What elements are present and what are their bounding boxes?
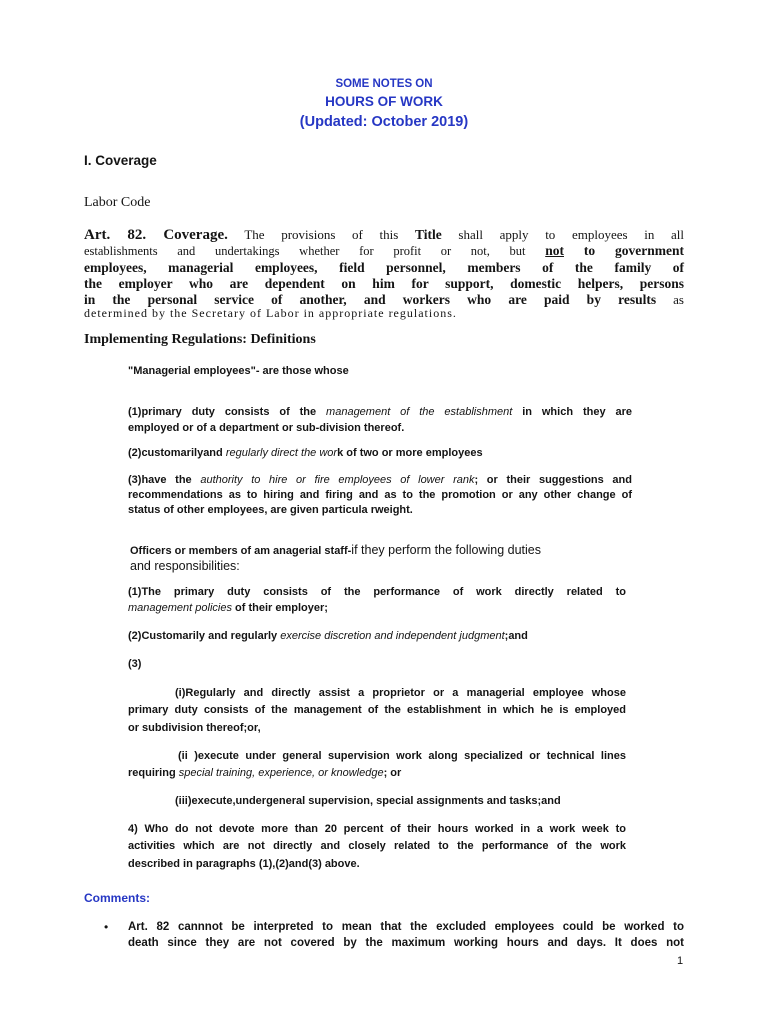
definition-line [128, 720, 261, 736]
definition-line [128, 600, 328, 616]
definition-line [128, 628, 528, 644]
art82-line [84, 242, 684, 260]
text-segment: (1)primary duty consists of the [128, 406, 327, 418]
definition-line [175, 685, 626, 701]
underlined-term: not [545, 243, 564, 258]
text-segment: k of two or more employees [337, 447, 483, 459]
text-segment: (ii )execute under general supervision work along specialized or technical lines [178, 750, 626, 762]
definition-line [175, 793, 561, 809]
text-segment: (3) [128, 658, 142, 670]
text-segment: recommendations as to hiring and firing and as to the promotion or any other change of [128, 489, 632, 501]
text-segment: The provisions of this [227, 227, 415, 242]
text-segment: (2)Customarily and regularly [128, 630, 281, 642]
officers-intro [130, 542, 541, 559]
text-segment: shall apply to employees in all [441, 227, 685, 242]
text-segment: if they perform the following duties [351, 543, 541, 557]
definition-line [128, 821, 626, 837]
text-segment: in which they are [512, 406, 632, 418]
text-segment: (i)Regularly and directly assist a proprietor or a managerial employee whose [175, 687, 626, 699]
italic-segment: exercise discretion and independent judgment [280, 630, 505, 642]
labor-code-heading: Labor Code [84, 195, 151, 210]
bold-segment: employees, managerial employees, field personnel, members of the family of [84, 260, 684, 275]
bold-segment: in the personal service of another, and workers who are paid by results [84, 292, 657, 307]
text-segment: ; or [383, 767, 402, 779]
definition-line [128, 472, 632, 488]
text-segment: (iii)execute,undergeneral supervision, special assignments and tasks;and [175, 795, 561, 807]
bullet-icon: • [104, 920, 109, 934]
italic-segment: authority to hire or fire employees of lower rank [200, 474, 475, 486]
italic-segment: special training, experience, or knowledge [178, 767, 384, 779]
bold-segment: the employer who are dependent on him for support, domestic helpers, persons [84, 276, 684, 291]
definition-line [128, 420, 404, 436]
officers-intro [130, 558, 240, 574]
text-segment: 4) Who do not devote more than 20 percent of their hours worked in a work week to [128, 823, 626, 835]
definition-line [128, 445, 483, 461]
article-label: Art. 82. Coverage. [84, 227, 228, 243]
text-segment: employed or of a department or sub-division thereof. [128, 422, 405, 434]
text-segment: (1)The primary duty consists of the performance of work directly related to [128, 586, 626, 598]
text-segment: determined by the Secretary of Labor in appropriate regulations. [84, 306, 457, 320]
header-notes-label: SOME NOTES ON [335, 78, 433, 90]
definition-line [128, 502, 413, 518]
text-segment: (3)have the [128, 474, 201, 486]
section-heading: I. Coverage [84, 153, 157, 168]
text-segment: of their employer; [231, 602, 328, 614]
text-segment: (2)customarilyand [128, 447, 226, 459]
managerial-intro: "Managerial employees"- are those whose [128, 365, 349, 377]
regulations-heading: Implementing Regulations: Definitions [84, 332, 316, 347]
comment-line: Art. 82 cannnot be interpreted to mean that the excluded employees could be worked to [128, 921, 684, 933]
page-number: 1 [677, 955, 684, 967]
text-segment: primary duty consists of the management of the establishment in which he is employed [128, 704, 626, 716]
definition-line [128, 404, 632, 420]
text-segment: activities which are not directly and closely related to the performance of the work [128, 840, 626, 852]
text-segment: ;and [504, 630, 528, 642]
definition-line [178, 748, 626, 764]
italic-segment: regularly direct the wor [225, 447, 338, 459]
text-segment: Officers or members of am anagerial staff- [130, 545, 352, 557]
definition-line [128, 838, 626, 854]
bold-term: Title [415, 227, 442, 242]
comment-line: death since they are not covered by the maximum working hours and days. It does not [128, 937, 684, 949]
definition-line [128, 584, 626, 600]
definition-line [128, 487, 632, 503]
text-segment: establishments and undertakings whether for profit or not, but [84, 244, 546, 258]
text-segment: and responsibilities: [130, 559, 240, 573]
bold-segment: to government [563, 243, 685, 258]
document-title: HOURS OF WORK [325, 94, 443, 109]
text-segment: or subdivision thereof;or, [128, 722, 261, 734]
definition-line [128, 765, 401, 781]
text-segment: described in paragraphs (1),(2)and(3) above. [128, 858, 360, 870]
definition-line [128, 856, 360, 872]
art82-line [84, 304, 684, 322]
text-segment: ; or their suggestions and [474, 474, 632, 486]
italic-segment: management of the establishment [326, 406, 513, 418]
text-segment: status of other employees, are given particula rweight. [128, 504, 413, 516]
definition-line [128, 656, 141, 672]
updated-date-label: (Updated: October 2019) [299, 114, 469, 130]
comments-heading: Comments: [84, 891, 151, 905]
text-segment: requiring [128, 767, 179, 779]
definition-line [128, 702, 626, 718]
italic-segment: management policies [128, 602, 232, 614]
text-segment: as [656, 292, 684, 307]
